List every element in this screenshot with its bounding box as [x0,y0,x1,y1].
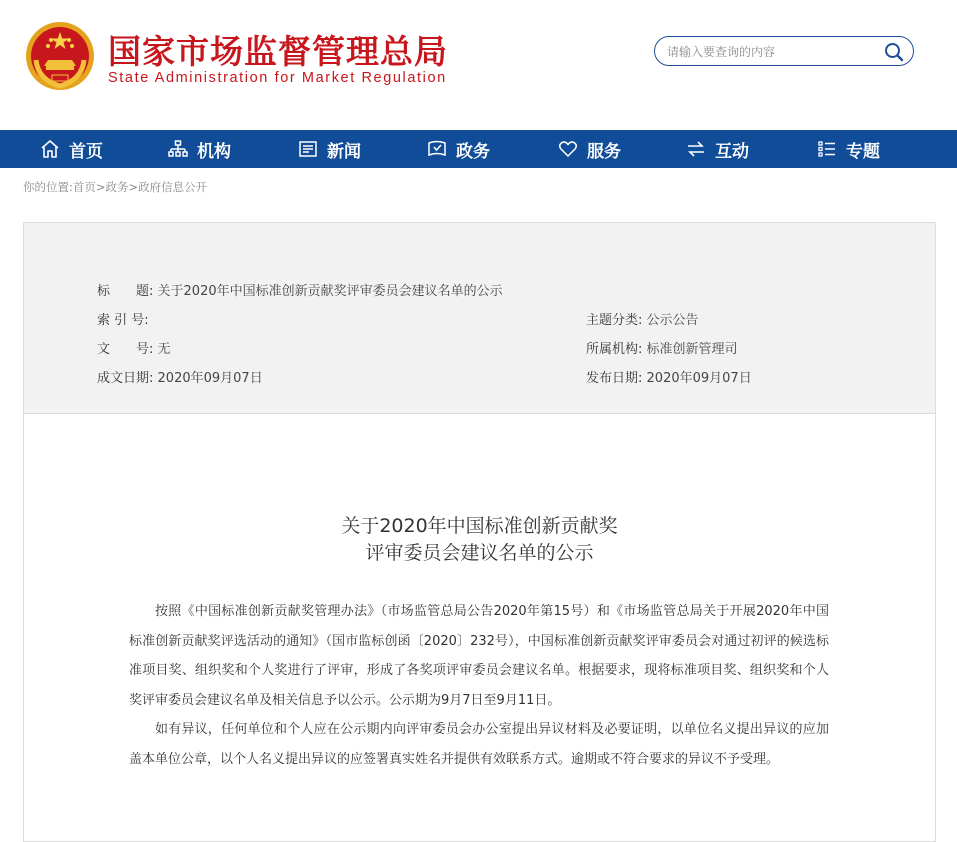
site-title[interactable]: 国家市场监督管理总局 [108,32,448,71]
nav-government-affairs[interactable] [427,130,490,168]
meta-index [97,309,149,328]
site-title-english[interactable]: State Administration for Market Regulation [108,70,447,86]
national-emblem-icon[interactable] [24,20,96,92]
article-title-line1: 关于2020年中国标准创新贡献奖 [341,515,618,537]
main-nav [0,130,957,168]
heart-icon [558,139,578,159]
nav-home-label: 首页 [69,141,103,162]
home-icon [40,139,60,159]
government-affairs-icon [427,139,447,159]
article-paragraph: 按照《中国标准创新贡献奖管理办法》（市场监管总局公告2020年第15号）和《市场监管总局关于开展2020年中国标准创新贡献奖评选活动的通知》（国市监标创函〔2020〕232号），中国标准创新贡献奖评审委员会对通过初评的候选标准项目奖、组织奖和个人奖进行了评审，形成了各奖项评审委员会建议名单。根据要求，现将标准项目奖、组织奖和个人奖评审委员会建议名单及相关信息予以公示。公示期为9月7日至9月11日。 [129,604,829,708]
meta-created-date [97,367,263,386]
meta-organization-value: 标准创新管理司 [646,342,738,357]
org-chart-icon [168,139,188,159]
list-icon [817,139,837,159]
nav-interaction[interactable] [686,130,749,168]
meta-title-value: 关于2020年中国标准创新贡献奖评审委员会建议名单的公示 [157,284,503,299]
nav-topics-label: 专题 [846,141,880,162]
article-paragraph: 如有异议，任何单位和个人应在公示期内向评审委员会办公室提出异议材料及必要证明，以单位名义提出异议的应加盖本单位公章，以个人名义提出异议的应签署真实姓名并提供有效联系方式。逾期或不符合要求的异议不予受理。 [129,722,829,767]
nav-services-label: 服务 [587,141,621,162]
meta-doc-number-label: 文 号: [97,342,154,357]
meta-category-label: 主题分类: [586,313,643,328]
meta-published-date-label: 发布日期: [586,371,643,386]
nav-services[interactable] [558,130,621,168]
breadcrumb-separator: > [95,180,106,194]
nav-news-label: 新闻 [327,141,361,162]
breadcrumb-info-disclosure[interactable]: 政府信息公开 [138,180,208,194]
search-icon[interactable] [883,41,905,63]
nav-government-affairs-label: 政务 [456,141,490,162]
search-box [654,36,914,66]
meta-organization [586,338,738,357]
nav-interaction-label: 互动 [715,141,749,162]
meta-doc-number [97,338,171,357]
article-title-line2: 评审委员会建议名单的公示 [365,542,594,564]
meta-title [97,280,503,299]
meta-created-date-value: 2020年09月07日 [157,371,263,386]
nav-organization-label: 机构 [197,141,231,162]
meta-published-date [586,367,752,386]
meta-title-label: 标 题: [97,284,154,299]
meta-index-label: 索 引 号: [97,313,149,328]
breadcrumb-separator: > [128,180,139,194]
breadcrumb-home[interactable]: 首页 [72,180,96,194]
nav-home[interactable] [40,130,103,168]
meta-organization-label: 所属机构: [586,342,643,357]
meta-published-date-value: 2020年09月07日 [646,371,752,386]
breadcrumb-prefix: 你的位置: [23,180,73,194]
document-meta [24,223,935,414]
nav-news[interactable] [298,130,361,168]
site-header [0,0,957,130]
exchange-arrows-icon [686,139,706,159]
breadcrumb [23,179,207,195]
search-input[interactable] [665,41,879,63]
article-body [129,597,829,774]
meta-doc-number-value: 无 [157,342,171,357]
nav-topics[interactable] [817,130,880,168]
nav-organization[interactable] [168,130,231,168]
news-icon [298,139,318,159]
article-title [24,513,935,567]
content-box [23,222,936,842]
meta-created-date-label: 成文日期: [97,371,154,386]
breadcrumb-government-affairs[interactable]: 政务 [105,180,129,194]
meta-category-value: 公示公告 [646,313,699,328]
meta-category [586,309,699,328]
